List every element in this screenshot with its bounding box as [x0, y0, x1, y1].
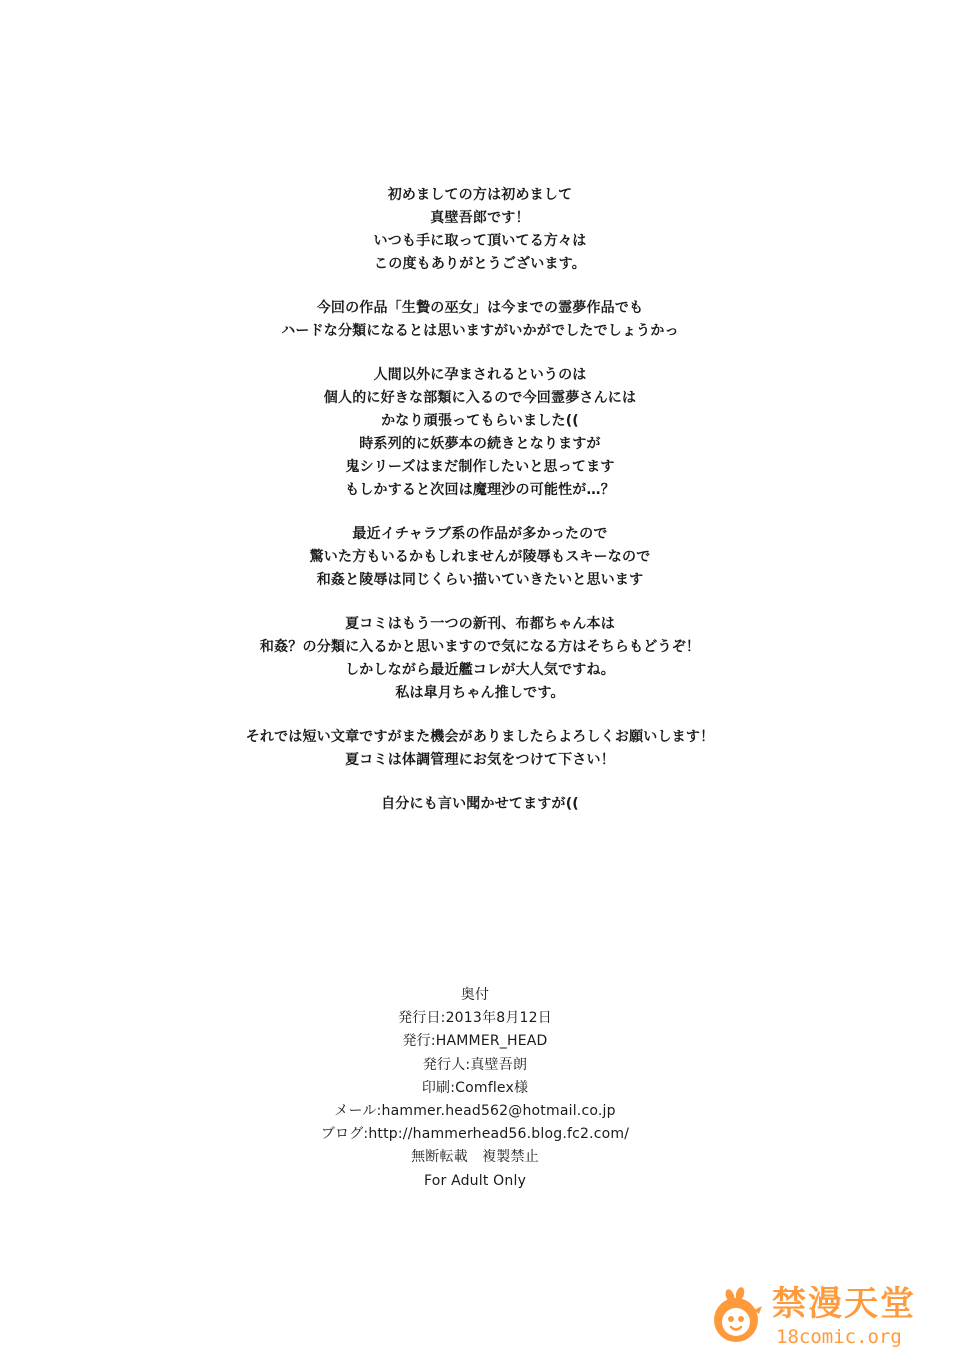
afterword-line: 時系列的に妖夢本の続きとなりますが — [359, 436, 601, 452]
orange-bird-logo-icon — [706, 1286, 766, 1346]
afterword-line: 人間以外に孕まされるというのは — [373, 367, 587, 383]
afterword-line: いつも手に取って頂いてる方々は — [373, 233, 587, 249]
afterword-line: 最近イチャラブ系の作品が多かったので — [352, 526, 608, 542]
afterword-line: かなり頑張ってもらいました(( — [381, 413, 579, 429]
colophon-publish-date: 発行日:2013年8月12日 — [398, 1010, 552, 1027]
colophon-printer: 印刷:Comflex様 — [421, 1079, 529, 1096]
colophon — [0, 984, 950, 1193]
afterword-line: 初めましての方は初めまして — [387, 187, 573, 203]
colophon-adult-only: For Adult Only — [423, 1172, 527, 1189]
colophon-heading: 奥付 — [460, 987, 490, 1003]
afterword-paragraph-2 — [0, 297, 960, 343]
afterword-line: 和姦？の分類に入るかと思いますので気になる方はそちらもどうぞ！ — [259, 639, 701, 655]
afterword-paragraph-5 — [0, 613, 960, 705]
afterword-line: ハードな分類になるとは思いますがいかがでしたでしょうかっ — [281, 323, 679, 339]
afterword-line: 今回の作品「生贄の巫女」は今までの霊夢作品でも — [316, 300, 644, 316]
afterword-line: 私は皐月ちゃん推しです。 — [395, 685, 565, 701]
colophon-blog: ブログ:http://hammerhead56.blog.fc2.com/ — [320, 1126, 630, 1143]
afterword-paragraph-1 — [0, 184, 960, 276]
afterword-paragraph-6 — [0, 726, 960, 772]
afterword-paragraph-7 — [0, 793, 960, 816]
afterword-text — [0, 184, 960, 837]
afterword-line: 鬼シリーズはまだ制作したいと思ってます — [345, 459, 615, 475]
site-watermark — [706, 1282, 916, 1354]
afterword-line: 驚いた方もいるかもしれませんが陵辱もスキーなので — [309, 549, 651, 565]
afterword-line: もしかすると次回は魔理沙の可能性が…？ — [345, 482, 615, 498]
afterword-line: 和姦と陵辱は同じくらい描いていきたいと思います — [316, 572, 644, 588]
afterword-line: 真壁吾郎です！ — [430, 210, 530, 226]
afterword-line: しかしながら最近艦コレが大人気ですね。 — [345, 662, 615, 678]
afterword-paragraph-3 — [0, 364, 960, 502]
colophon-publisher: 発行:HAMMER_HEAD — [402, 1033, 548, 1050]
afterword-line: それでは短い文章ですがまた機会がありましたらよろしくお願いします！ — [245, 729, 715, 745]
watermark-url: 18comic.org — [776, 1326, 902, 1348]
afterword-paragraph-4 — [0, 523, 960, 592]
afterword-line: 自分にも言い聞かせてますが(( — [381, 796, 579, 812]
afterword-line: 夏コミは体調管理にお気をつけて下さい！ — [345, 752, 615, 768]
afterword-line: 夏コミはもう一つの新刊、布都ちゃん本は — [345, 616, 615, 632]
watermark-title: 禁漫天堂 — [772, 1284, 916, 1324]
colophon-no-reprint: 無断転載 複製禁止 — [411, 1149, 539, 1166]
colophon-issuer: 発行人:真壁吾朗 — [422, 1056, 528, 1073]
afterword-line: 個人的に好きな部類に入るので今回霊夢さんには — [323, 390, 637, 406]
afterword-line: この度もありがとうございます。 — [374, 256, 586, 272]
colophon-email: メール:hammer.head562@hotmail.co.jp — [334, 1103, 616, 1120]
